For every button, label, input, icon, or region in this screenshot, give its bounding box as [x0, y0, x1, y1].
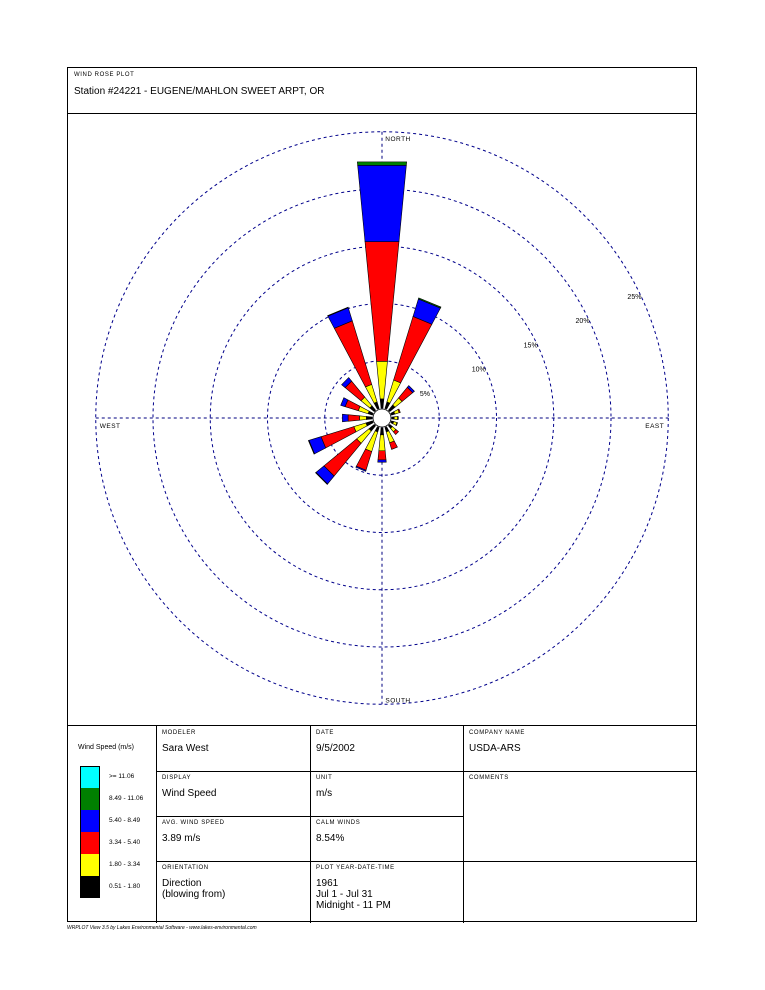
ring-label: 15% — [523, 342, 538, 350]
unit-cell — [310, 771, 463, 816]
compass-label: NORTH — [385, 135, 411, 143]
ring-label: 5% — [419, 390, 431, 398]
legend-label: 3.34 - 5.40 — [109, 839, 141, 846]
petal-segment — [394, 416, 397, 419]
station-title: Station #24221 - EUGENE/MAHLON SWEET ARPT, OR — [74, 86, 325, 97]
software-credit: WRPLOT View 3.5 by Lakes Environmental Software - www.lakes-environmental.com — [67, 925, 257, 931]
petal-segment — [380, 428, 383, 435]
modeler-label: MODELER — [162, 730, 196, 736]
unit-label: UNIT — [316, 775, 333, 781]
legend-swatch — [80, 876, 100, 898]
modeler-value: Sara West — [162, 743, 209, 754]
date-label: DATE — [316, 730, 334, 736]
petal-segment — [354, 423, 367, 432]
avg-speed-label: AVG. WIND SPEED — [162, 820, 225, 826]
orientation-note: (blowing from) — [162, 889, 226, 900]
petal-segment — [378, 460, 387, 462]
calm-center — [373, 409, 391, 427]
calm-winds-label: CALM WINDS — [316, 820, 361, 826]
avg-speed-cell — [156, 816, 310, 861]
petal-segment — [398, 416, 399, 419]
plot-dates: Jul 1 - Jul 31 — [316, 889, 373, 900]
petal-segment — [377, 361, 388, 399]
petal-segment — [390, 441, 398, 449]
plot-type-label: WIND ROSE PLOT — [74, 72, 135, 78]
petal-segment — [394, 316, 432, 382]
legend-label: 0.51 - 1.80 — [109, 883, 141, 890]
legend-label: 5.40 - 8.49 — [109, 817, 141, 824]
date-value: 9/5/2002 — [316, 743, 355, 754]
petal-segment — [360, 416, 367, 420]
petal-segment — [348, 415, 359, 422]
orientation-label: ORIENTATION — [162, 865, 209, 871]
wind-rose-chart — [68, 113, 696, 725]
ring-label: 25% — [627, 294, 642, 302]
petal-segment — [392, 417, 394, 419]
legend-swatch — [80, 766, 100, 788]
info-panel — [68, 725, 696, 923]
plot-time: Midnight - 11 PM — [316, 900, 391, 911]
compass-label: SOUTH — [385, 697, 411, 705]
compass-label: WEST — [99, 423, 121, 430]
petal-segment — [334, 321, 371, 387]
plot-frame — [67, 67, 697, 922]
plot-header — [68, 68, 696, 114]
plot-year: 1961 — [316, 878, 339, 889]
calm-winds-cell — [310, 816, 463, 861]
petal-segment — [365, 242, 399, 362]
modeler-cell — [156, 726, 310, 771]
orientation-cell — [156, 861, 310, 923]
compass-label: EAST — [645, 423, 665, 430]
calm-winds-value: 8.54% — [316, 833, 345, 844]
legend-label: 8.49 - 11.06 — [109, 795, 144, 802]
legend-swatch — [80, 810, 100, 832]
display-cell — [156, 771, 310, 816]
petal-segment — [358, 165, 407, 241]
petal-segment — [357, 162, 406, 165]
company-label: COMPANY NAME — [469, 730, 525, 736]
unit-value: m/s — [316, 788, 333, 799]
plot-time-label: PLOT YEAR-DATE-TIME — [316, 865, 395, 871]
comments-cell — [463, 771, 697, 861]
company-value: USDA-ARS — [469, 743, 521, 754]
legend-swatch — [80, 788, 100, 810]
company-cell — [463, 726, 697, 771]
display-label: DISPLAY — [162, 775, 192, 781]
legend-label: 1.80 - 3.34 — [109, 861, 141, 868]
petal-segment — [379, 435, 385, 451]
petal-segment — [386, 431, 394, 443]
petal-segment — [380, 399, 384, 408]
plot-time-cell — [310, 861, 463, 923]
petal-segment — [366, 416, 372, 419]
comments-label: COMMENTS — [469, 775, 509, 781]
legend-swatch — [80, 832, 100, 854]
petal-segment — [378, 451, 386, 460]
ring-label: 20% — [575, 318, 590, 326]
date-cell — [310, 726, 463, 771]
petal-segment — [342, 414, 348, 422]
orientation-value: Direction — [162, 878, 202, 889]
display-value: Wind Speed — [162, 788, 217, 799]
legend-title: Wind Speed (m/s) — [78, 744, 135, 751]
legend-label: >= 11.06 — [109, 773, 135, 780]
avg-speed-value: 3.89 m/s — [162, 833, 201, 844]
ring-label: 10% — [471, 366, 486, 374]
legend-swatch — [80, 854, 100, 876]
